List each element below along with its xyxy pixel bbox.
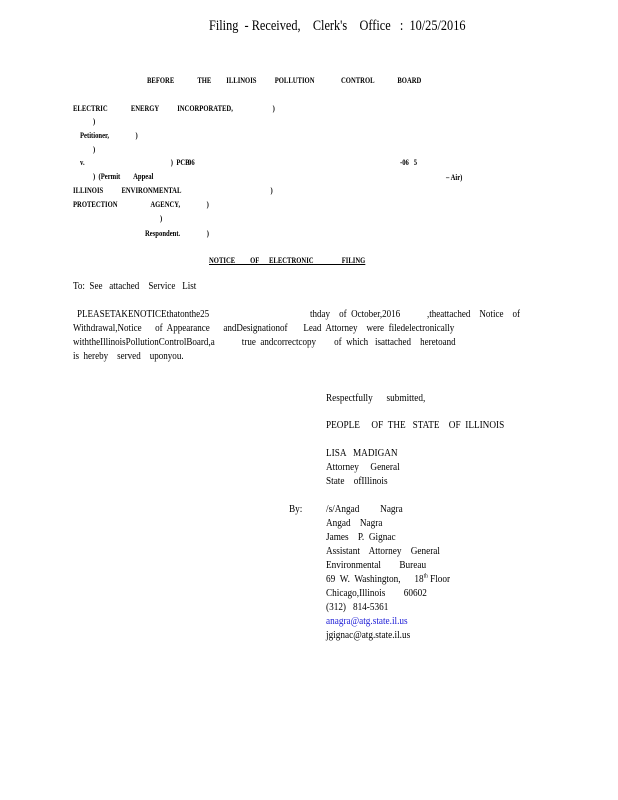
filing-stamp: Filing - Received, Clerk's Office : 10/25/2016 — [209, 18, 466, 34]
street-address-floor: Floor — [427, 574, 451, 585]
notice-paragraph-line: Withdrawal,Notice of Appearance andDesignationof Lead Attorney were filedelectronically — [73, 323, 455, 334]
caption-petitioner-role: Petitioner, ) — [80, 130, 138, 140]
caption-petitioner-name: ELECTRIC ENERGY INCORPORATED, ) — [73, 103, 275, 113]
attorney-general-state: State ofIllinois — [326, 476, 388, 487]
caption-bracket: ) — [93, 116, 96, 126]
attorney-general-title: Attorney General — [326, 462, 400, 473]
email-jgignac: jgignac@atg.state.il.us — [326, 630, 411, 641]
caption-respondent-role: Respondent. ) — [145, 228, 209, 238]
notice-title: NOTICE OF ELECTRONIC FILING — [209, 255, 366, 265]
email-link-anagra[interactable]: anagra@atg.state.il.us — [326, 616, 408, 627]
street-address — [326, 575, 450, 586]
board-heading: BEFORE THE ILLINOIS POLLUTION CONTROL BOARD — [147, 75, 422, 85]
caption-case-number-year: 06 — [188, 157, 195, 167]
notice-paragraph-line: thday of October,2016 — [310, 309, 401, 320]
attorney-name-1: Angad Nagra — [326, 518, 383, 529]
notice-paragraph-line: PLEASETAKENOTICEthatonthe25 — [77, 309, 210, 320]
phone-number: (312) 814-5361 — [326, 602, 389, 613]
notice-paragraph-line: is hereby served uponyou. — [73, 351, 184, 362]
caption-case-number: -06 5 — [400, 157, 418, 167]
to-line: To: See attached Service List — [73, 281, 197, 292]
city-state-zip: Chicago,Illinois 60602 — [326, 588, 427, 599]
notice-paragraph-line: withtheIllinoisPollutionControlBoard,a true andcorrectcopy of which isattached heretoand — [73, 337, 456, 348]
bureau: Environmental Bureau — [326, 560, 427, 571]
notice-paragraph-line: ,theattached Notice of — [427, 309, 521, 320]
caption-respondent-name-1: ILLINOIS ENVIRONMENTAL ) — [73, 185, 273, 195]
caption-air: – Air) — [446, 172, 463, 182]
street-address-number: 69 W. Washington, 18 — [326, 574, 424, 585]
caption-bracket: ) — [160, 213, 163, 223]
caption-respondent-name-2: PROTECTION AGENCY, ) — [73, 199, 209, 209]
people-of-illinois: PEOPLE OF THE STATE OF ILLINOIS — [326, 420, 505, 431]
attorney-general-name: LISA MADIGAN — [326, 448, 398, 459]
caption-versus-line: v. ) PCB — [80, 157, 190, 167]
by-label: By: — [289, 504, 303, 515]
caption-permit-appeal: ) (Permit Appeal — [93, 171, 154, 181]
attorney-title: Assistant Attorney General — [326, 546, 440, 557]
caption-bracket: ) — [93, 144, 96, 154]
closing: Respectfully submitted, — [326, 393, 426, 404]
ordinal-suffix: th — [423, 573, 428, 580]
electronic-signature: /s/Angad Nagra — [326, 504, 403, 515]
attorney-name-2: James P. Gignac — [326, 532, 396, 543]
